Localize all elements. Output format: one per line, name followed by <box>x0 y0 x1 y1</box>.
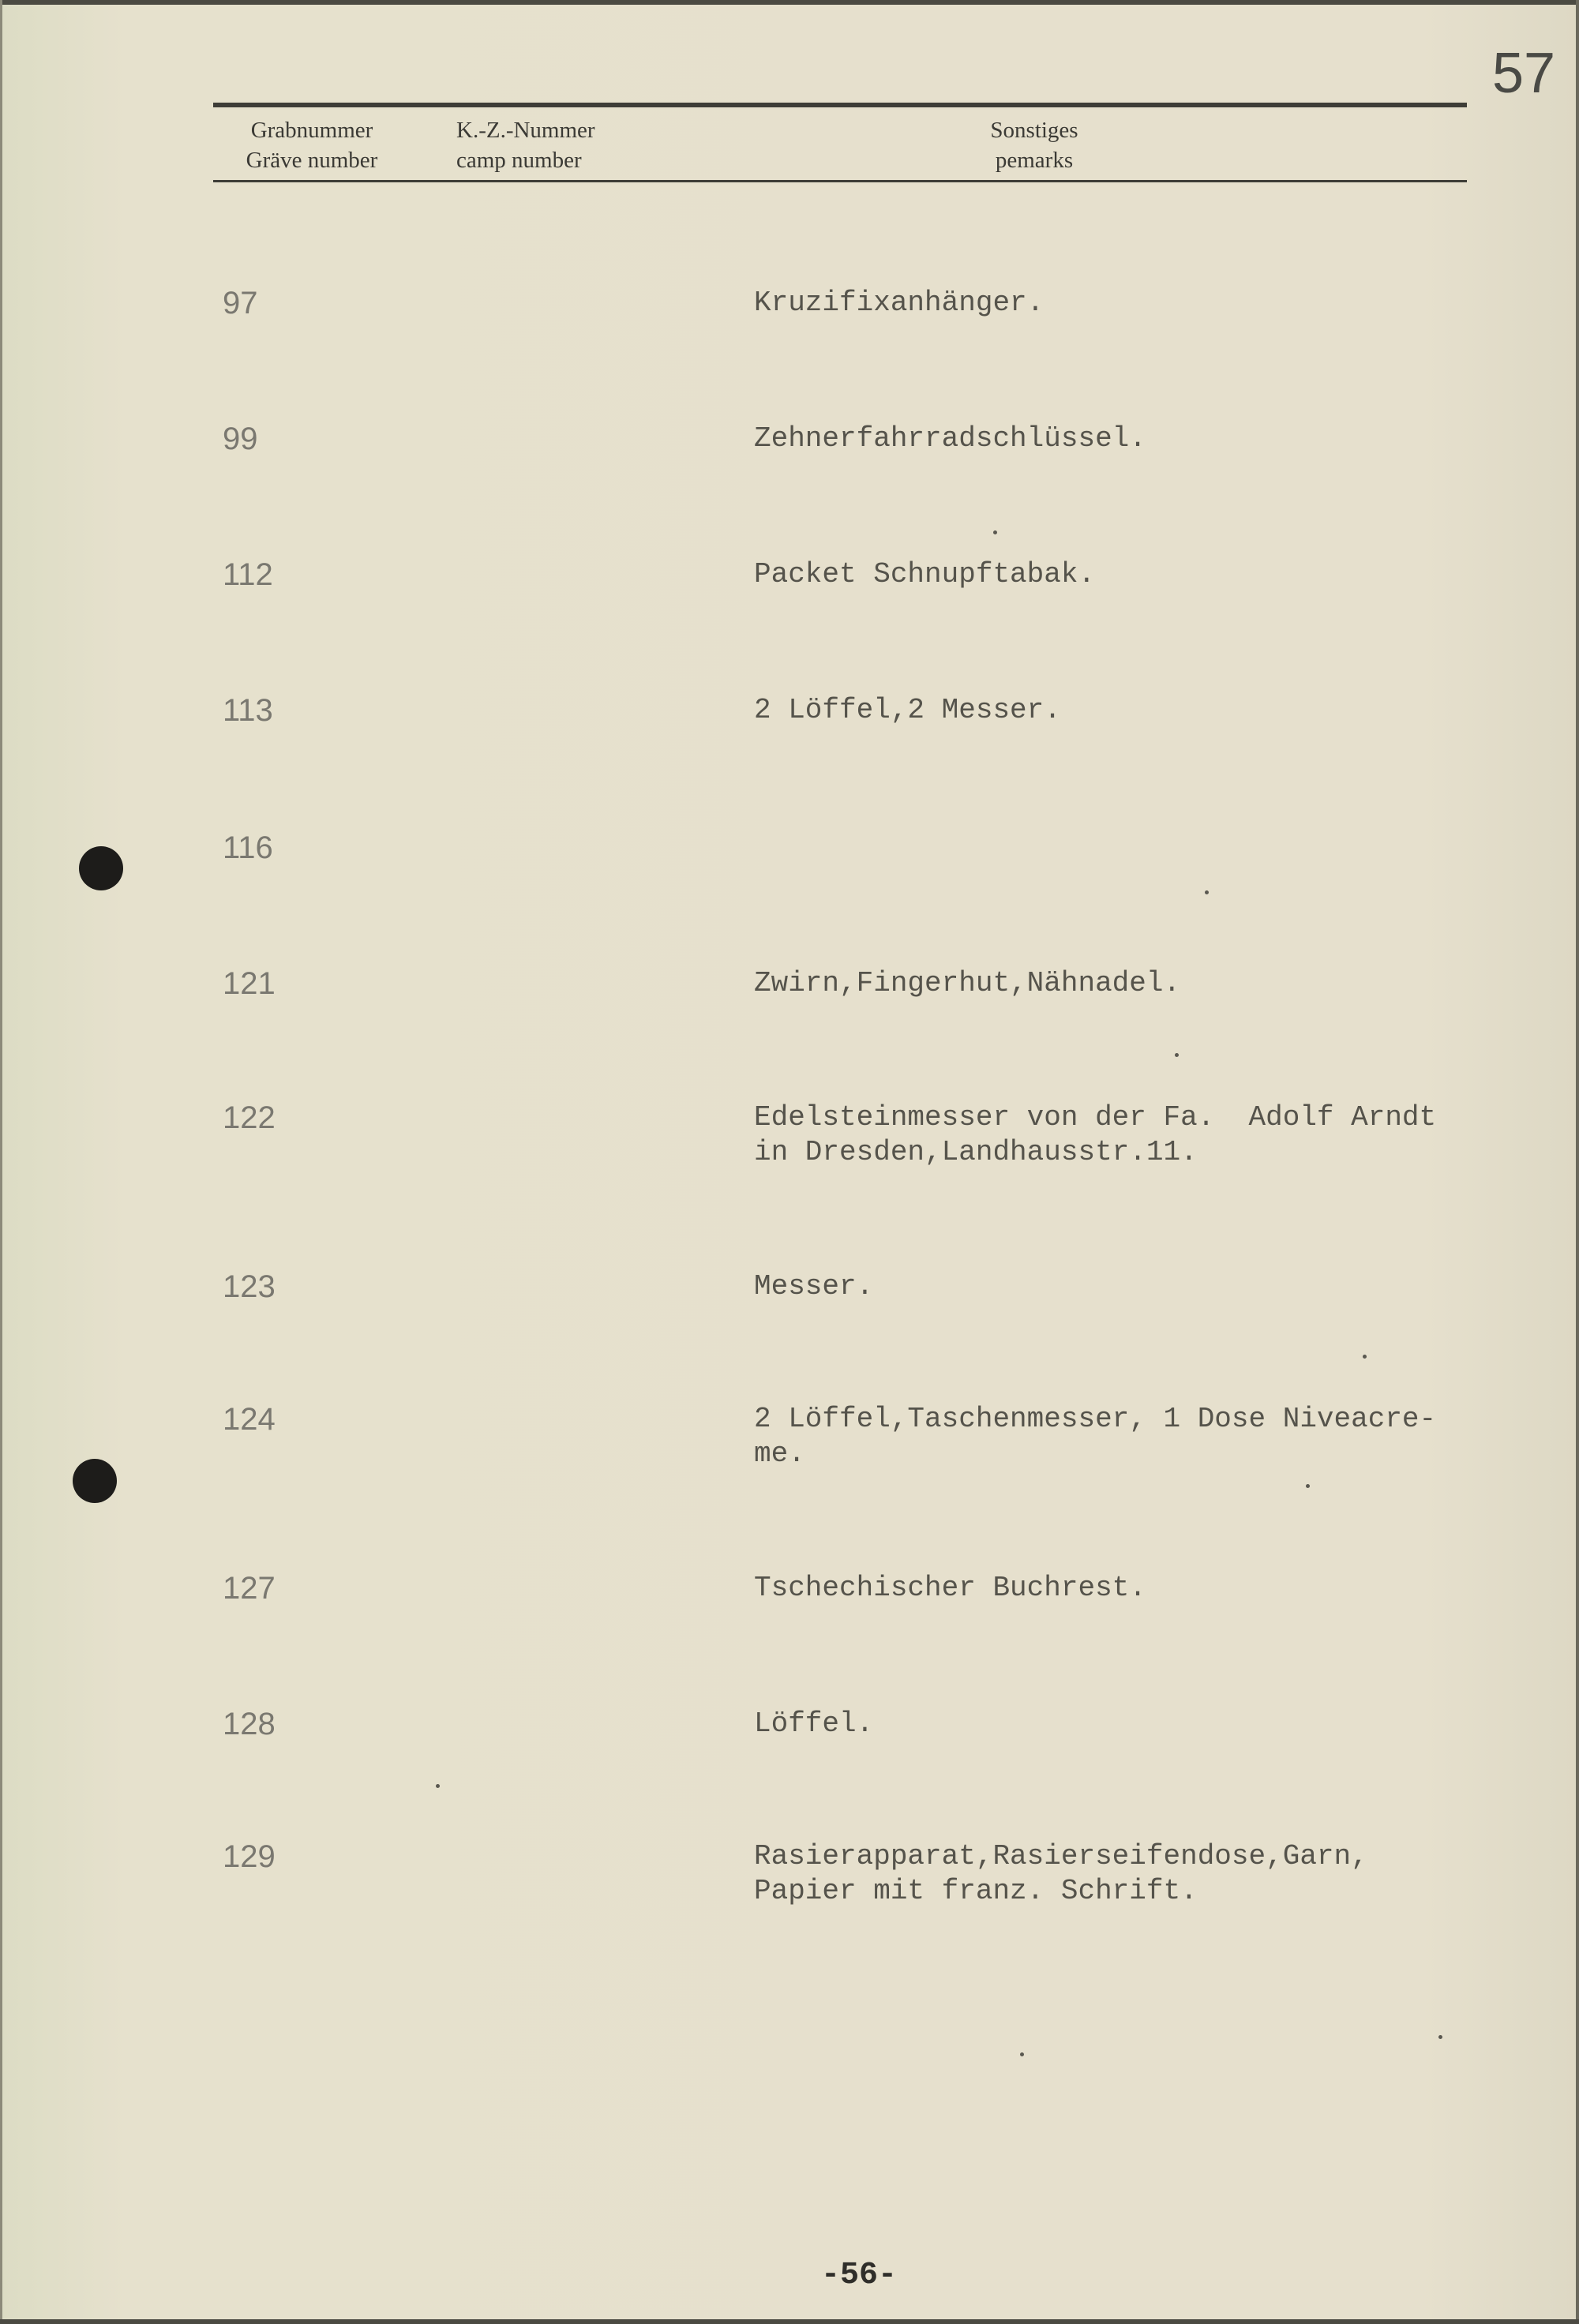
header-camp-number <box>456 115 630 175</box>
remarks-text: Zwirn,Fingerhut,Nähnadel. <box>754 967 1181 999</box>
ink-speck <box>1020 2052 1024 2056</box>
remarks-text: Messer. <box>754 1270 874 1303</box>
remarks-text: Kruzifixanhänger. <box>754 287 1045 319</box>
ink-speck <box>1175 1053 1179 1057</box>
punch-hole <box>73 1459 117 1503</box>
remarks-text: Tschechischer Buchrest. <box>754 1572 1146 1604</box>
grave-number: 113 <box>223 693 273 728</box>
remarks-text: 2 Löffel,2 Messer. <box>754 694 1061 726</box>
header-remarks <box>916 115 1153 175</box>
remarks-text: Zehnerfahrradschlüssel. <box>754 422 1146 455</box>
header-camp-en: camp number <box>456 148 582 173</box>
page-number: 57 <box>1492 42 1556 105</box>
ink-speck <box>993 530 997 534</box>
ink-speck <box>1306 1484 1310 1488</box>
scan-edge-bottom <box>0 2319 1579 2324</box>
grave-number: 97 <box>223 286 258 320</box>
header-grave-en: Gräve number <box>246 148 378 173</box>
header-remarks-de: Sonstiges <box>990 118 1078 143</box>
scan-edge-top <box>0 0 1579 5</box>
header-rule-top <box>213 103 1467 107</box>
grave-number: 122 <box>223 1100 276 1135</box>
punch-hole <box>79 846 123 890</box>
header-grave-de: Grabnummer <box>250 118 373 143</box>
header-remarks-en: pemarks <box>995 148 1074 173</box>
ink-speck <box>1438 2035 1442 2039</box>
header-grave-number <box>221 115 403 175</box>
remarks-text: Löffel. <box>754 1707 874 1740</box>
ink-speck <box>1205 890 1209 894</box>
grave-number: 99 <box>223 422 258 456</box>
remarks-text: Edelsteinmesser von der Fa. Adolf Arndt in Dresden,Landhausstr.11. <box>754 1101 1437 1168</box>
remarks-text: Rasierapparat,Rasierseifendose,Garn, Papier mit franz. Schrift. <box>754 1840 1368 1907</box>
remarks-text: 2 Löffel,Taschenmesser, 1 Dose Niveacre- me. <box>754 1403 1437 1470</box>
ink-speck <box>1363 1355 1367 1359</box>
grave-number: 127 <box>223 1571 276 1606</box>
footer-page-number: -56- <box>821 2258 898 2293</box>
grave-number: 112 <box>223 557 273 592</box>
grave-number: 121 <box>223 966 276 1001</box>
header-camp-de: K.-Z.-Nummer <box>456 118 595 143</box>
grave-number: 123 <box>223 1269 276 1304</box>
scan-edge-left <box>0 0 2 2324</box>
grave-number: 128 <box>223 1707 276 1741</box>
grave-number: 116 <box>223 830 273 865</box>
grave-number: 124 <box>223 1402 276 1437</box>
ink-speck <box>436 1784 440 1788</box>
remarks-text: Packet Schnupftabak. <box>754 558 1096 590</box>
header-rule-bottom <box>213 180 1467 182</box>
grave-number: 129 <box>223 1839 276 1874</box>
scan-edge-right <box>1576 0 1579 2324</box>
